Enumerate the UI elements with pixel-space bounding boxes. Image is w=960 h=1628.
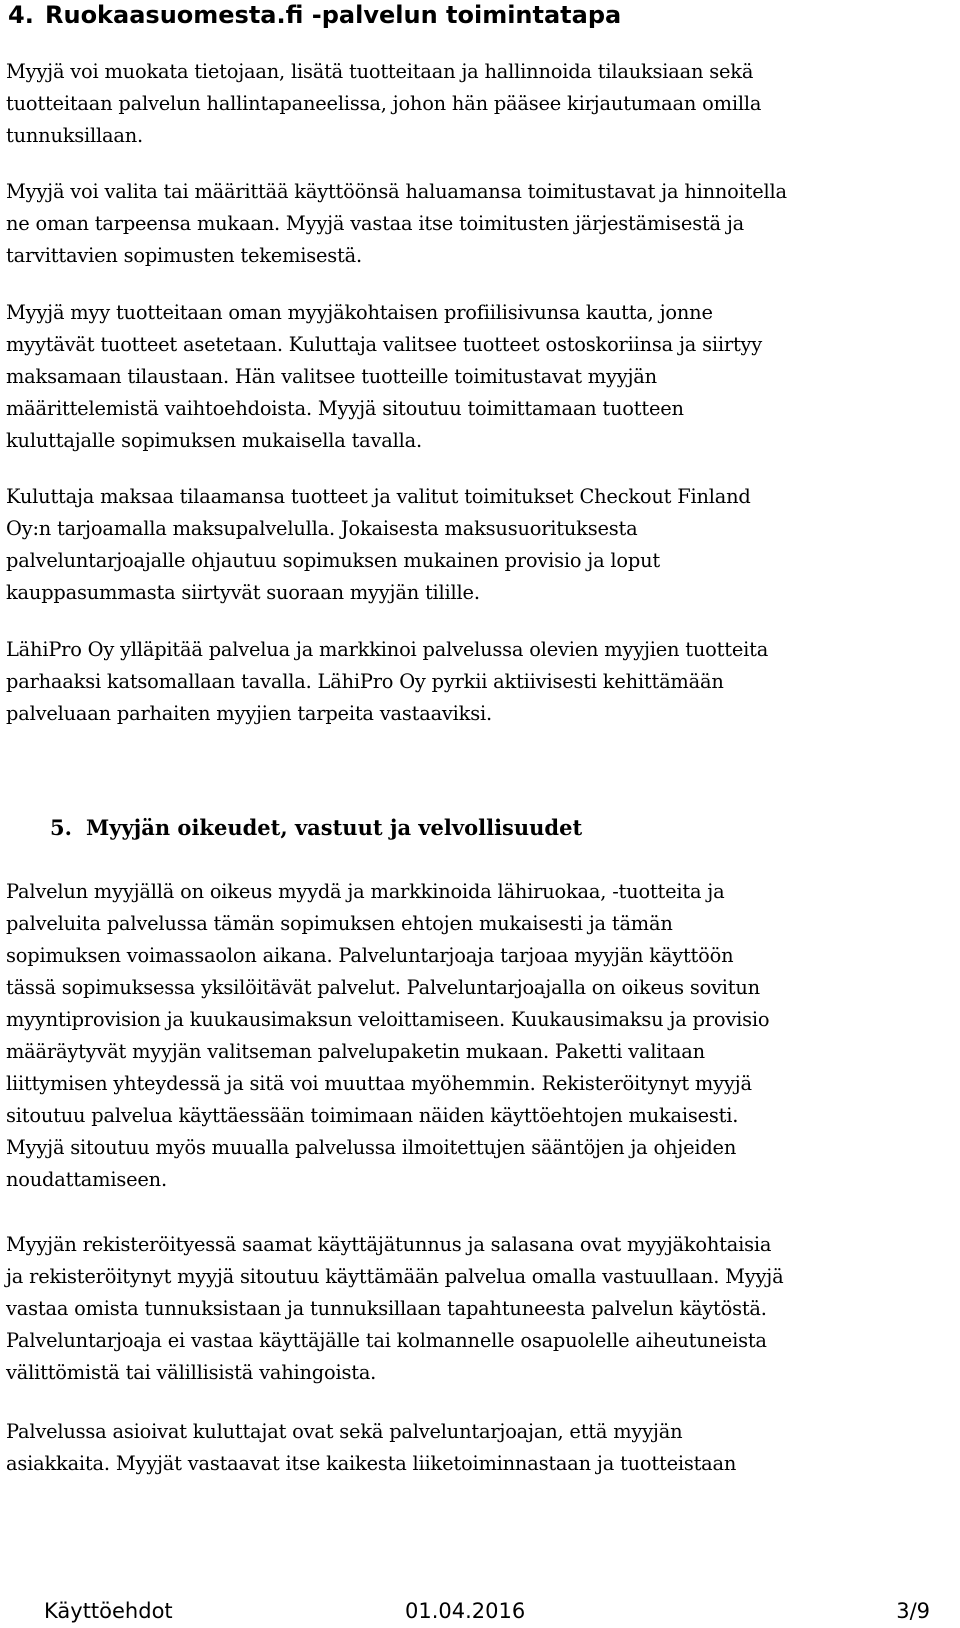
- section-5-paragraph-2: [6, 1229, 783, 1389]
- text-line: määrittelemistä vaihtoehdoista. Myyjä sitoutuu toimittamaan tuotteen: [6, 397, 684, 420]
- text-line: sopimuksen voimassaolon aikana. Palveluntarjoaja tarjoaa myyjän käyttöön: [6, 944, 734, 967]
- text-line: liittymisen yhteydessä ja sitä voi muuttaa myöhemmin. Rekisteröitynyt myyjä: [6, 1072, 752, 1095]
- text-line: tunnuksillaan.: [6, 124, 144, 147]
- text-line: tässä sopimuksessa yksilöitävät palvelut. Palveluntarjoajalla on oikeus sovitun: [6, 976, 760, 999]
- section-4-paragraph-5: [6, 634, 768, 730]
- text-line: maksamaan tilaustaan. Hän valitsee tuotteille toimitustavat myyjän: [6, 365, 657, 388]
- text-line: kauppasummasta siirtyvät suoraan myyjän tilille.: [6, 581, 480, 604]
- section-4-heading: [8, 0, 621, 30]
- text-line: vastaa omista tunnuksistaan ja tunnuksillaan tapahtuneesta palvelun käytöstä.: [6, 1297, 767, 1320]
- footer-date: 01.04.2016: [405, 1599, 526, 1623]
- text-line: määräytyvät myyjän valitseman palvelupaketin mukaan. Paketti valitaan: [6, 1040, 705, 1063]
- footer-title: Käyttöehdot: [44, 1599, 173, 1623]
- text-line: tuotteitaan palvelun hallintapaneelissa, johon hän pääsee kirjautumaan omilla: [6, 92, 762, 115]
- text-line: tarvittavien sopimusten tekemisestä.: [6, 244, 362, 267]
- text-line: Oy:n tarjoamalla maksupalvelulla. Jokaisesta maksusuorituksesta: [6, 517, 638, 540]
- section-4-paragraph-1: [6, 56, 761, 152]
- section-4-paragraph-4: [6, 481, 751, 609]
- text-line: ja rekisteröitynyt myyjä sitoutuu käyttämään palvelua omalla vastuullaan. Myyjä: [6, 1265, 784, 1288]
- text-line: asiakkaita. Myyjät vastaavat itse kaikesta liiketoiminnastaan ja tuotteistaan: [6, 1452, 737, 1475]
- text-line: Myyjän rekisteröityessä saamat käyttäjätunnus ja salasana ovat myyjäkohtaisia: [6, 1233, 772, 1256]
- section-5-title: Myyjän oikeudet, vastuut ja velvollisuudet: [86, 815, 583, 840]
- section-5-paragraph-1: [6, 876, 769, 1196]
- text-line: Myyjä voi muokata tietojaan, lisätä tuotteitaan ja hallinnoida tilauksiaan sekä: [6, 60, 754, 83]
- text-line: sitoutuu palvelua käyttäessään toimimaan näiden käyttöehtojen mukaisesti.: [6, 1104, 739, 1127]
- text-line: Myyjä myy tuotteitaan oman myyjäkohtaisen profiilisivunsa kautta, jonne: [6, 301, 713, 324]
- text-line: palveluaan parhaiten myyjien tarpeita vastaaviksi.: [6, 702, 492, 725]
- text-line: palveluntarjoajalle ohjautuu sopimuksen mukainen provisio ja loput: [6, 549, 660, 572]
- text-line: Myyjä voi valita tai määrittää käyttöönsä haluamansa toimitustavat ja hinnoitella: [6, 180, 787, 203]
- text-line: myytävät tuotteet asetetaan. Kuluttaja valitsee tuotteet ostoskoriinsa ja siirtyy: [6, 333, 763, 356]
- section-4-number: 4.: [8, 1, 34, 29]
- text-line: palveluita palvelussa tämän sopimuksen ehtojen mukaisesti ja tämän: [6, 912, 673, 935]
- text-line: Myyjä sitoutuu myös muualla palvelussa ilmoitettujen sääntöjen ja ohjeiden: [6, 1136, 737, 1159]
- text-line: kuluttajalle sopimuksen mukaisella tavalla.: [6, 429, 422, 452]
- section-4-paragraph-2: [6, 176, 787, 272]
- section-5-paragraph-3: [6, 1416, 736, 1480]
- section-4-title: Ruokaasuomesta.fi -palvelun toimintatapa: [45, 1, 622, 29]
- text-line: myyntiprovision ja kuukausimaksun veloittamiseen. Kuukausimaksu ja provisio: [6, 1008, 770, 1031]
- text-line: LähiPro Oy ylläpitää palvelua ja markkinoi palvelussa olevien myyjien tuotteita: [6, 638, 769, 661]
- text-line: parhaaksi katsomallaan tavalla. LähiPro Oy pyrkii aktiivisesti kehittämään: [6, 670, 724, 693]
- text-line: ne oman tarpeensa mukaan. Myyjä vastaa itse toimitusten järjestämisestä ja: [6, 212, 745, 235]
- text-line: Palvelussa asioivat kuluttajat ovat sekä palveluntarjoajan, että myyjän: [6, 1420, 683, 1443]
- text-line: noudattamiseen.: [6, 1168, 167, 1191]
- text-line: välittömistä tai välillisistä vahingoista.: [6, 1361, 377, 1384]
- footer-page-number: 3/9: [896, 1599, 930, 1623]
- text-line: Kuluttaja maksaa tilaamansa tuotteet ja valitut toimitukset Checkout Finland: [6, 485, 751, 508]
- section-4-paragraph-3: [6, 297, 762, 457]
- section-5-number: 5.: [50, 815, 72, 840]
- text-line: Palveluntarjoaja ei vastaa käyttäjälle tai kolmannelle osapuolelle aiheutuneista: [6, 1329, 767, 1352]
- section-5-heading: [50, 813, 582, 843]
- text-line: Palvelun myyjällä on oikeus myydä ja markkinoida lähiruokaa, -tuotteita ja: [6, 880, 725, 903]
